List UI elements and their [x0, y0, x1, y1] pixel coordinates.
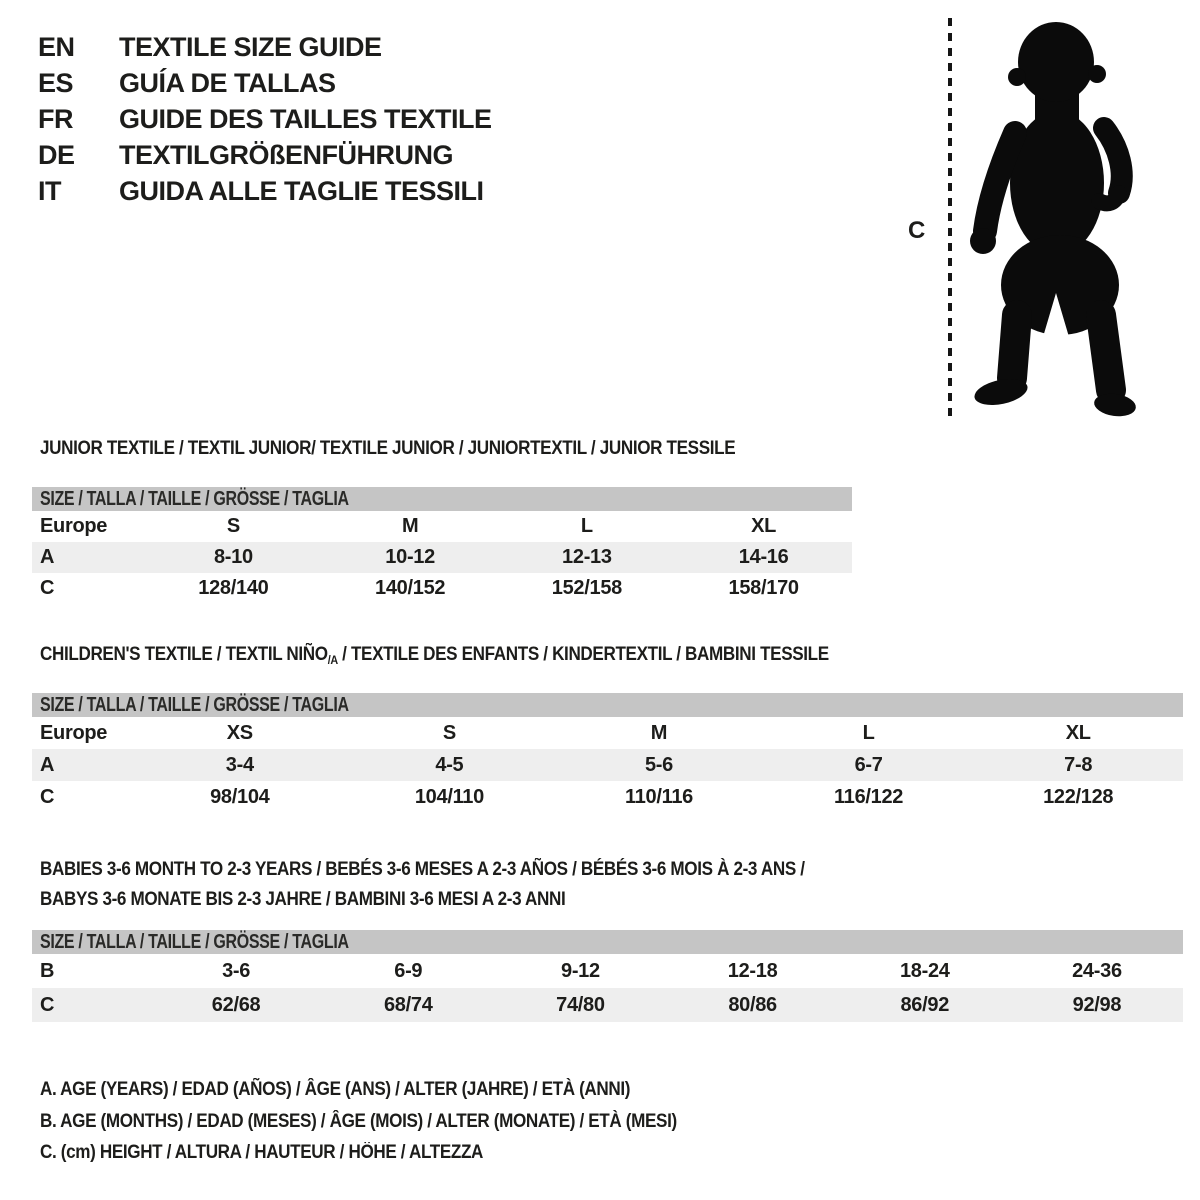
- height-measure-label: C: [908, 217, 926, 244]
- size-header-band: [32, 930, 1183, 954]
- lang-label: TEXTILGRÖßENFÜHRUNG: [119, 139, 453, 170]
- size-cell: 4-5: [435, 753, 464, 776]
- table-row: [32, 511, 852, 542]
- size-header-band: [32, 693, 1183, 717]
- size-cell: XL: [751, 515, 777, 537]
- size-cell: 86/92: [900, 993, 950, 1016]
- lang-label: TEXTILE SIZE GUIDE: [119, 31, 382, 62]
- size-cell: 12-18: [727, 959, 778, 982]
- row-label: C: [40, 785, 55, 808]
- size-cell: S: [226, 515, 240, 537]
- size-cell: L: [862, 721, 875, 744]
- children-title-sub: /A: [327, 653, 338, 667]
- size-header-text: SIZE / TALLA / TAILLE / GRÖSSE / TAGLIA: [40, 693, 349, 716]
- row-label: A: [40, 753, 55, 776]
- height-measure-dashed-line: [948, 18, 952, 416]
- lang-row-de: [38, 137, 492, 173]
- junior-section-title: [40, 438, 813, 460]
- size-cell: 6-9: [394, 959, 423, 982]
- size-header-text: SIZE / TALLA / TAILLE / GRÖSSE / TAGLIA: [40, 487, 349, 510]
- legend-line-a: A. AGE (YEARS) / EDAD (AÑOS) / ÂGE (ANS) / ALTER (JAHRE) / ETÀ (ANNI): [40, 1079, 631, 1100]
- toddler-silhouette-icon: [965, 15, 1140, 425]
- size-cell: 74/80: [556, 993, 605, 1016]
- babies-title-line2: BABYS 3-6 MONATE BIS 2-3 JAHRE / BAMBINI 3-6 MESI A 2-3 ANNI: [40, 889, 566, 910]
- table-row: [32, 717, 1183, 749]
- lang-label: GUÍA DE TALLAS: [119, 67, 336, 98]
- table-row: [32, 542, 852, 573]
- table-row: [32, 749, 1183, 781]
- size-cell: 68/74: [383, 993, 433, 1016]
- size-cell: M: [650, 721, 668, 744]
- babies-section-title: [40, 855, 890, 915]
- size-header-band: [32, 487, 852, 511]
- legend-line-c: C. (cm) HEIGHT / ALTURA / HAUTEUR / HÖHE / ALTEZZA: [40, 1142, 484, 1163]
- size-cell: 14-16: [738, 546, 789, 568]
- children-size-table: [32, 693, 1183, 813]
- size-cell: 62/68: [211, 993, 261, 1016]
- row-label: C: [40, 577, 55, 599]
- lang-row-fr: [38, 101, 492, 137]
- size-cell: 7-8: [1064, 753, 1093, 776]
- row-label: Europe: [40, 721, 108, 744]
- lang-row-it: [38, 173, 492, 209]
- size-cell: 92/98: [1072, 993, 1122, 1016]
- lang-label: GUIDE DES TAILLES TEXTILE: [119, 103, 492, 134]
- children-section-title: [40, 644, 916, 666]
- babies-size-table: [32, 930, 1183, 1022]
- babies-title-line1: BABIES 3-6 MONTH TO 2-3 YEARS / BEBÉS 3-6 MESES A 2-3 AÑOS / BÉBÉS 3-6 MOIS À 2-3 ANS /: [40, 859, 805, 880]
- size-cell: 140/152: [375, 577, 446, 599]
- lang-code: EN: [38, 31, 75, 62]
- size-cell: 104/110: [414, 785, 484, 808]
- lang-label: GUIDA ALLE TAGLIE TESSILI: [119, 175, 484, 206]
- row-label: A: [40, 546, 55, 568]
- row-label: Europe: [40, 515, 108, 537]
- size-cell: 122/128: [1043, 785, 1114, 808]
- size-cell: 9-12: [561, 959, 600, 982]
- language-guide: [38, 29, 492, 209]
- lang-code: FR: [38, 103, 73, 134]
- size-cell: S: [442, 721, 456, 744]
- size-cell: 128/140: [198, 577, 269, 599]
- size-cell: 5-6: [644, 753, 673, 776]
- size-cell: 3-4: [225, 753, 254, 776]
- size-cell: XS: [226, 721, 253, 744]
- size-cell: 110/116: [624, 785, 693, 808]
- children-title-pre: CHILDREN'S TEXTILE / TEXTIL NIÑO: [40, 644, 328, 665]
- table-row: [32, 781, 1183, 813]
- lang-row-en: [38, 29, 492, 65]
- junior-title-text: JUNIOR TEXTILE / TEXTIL JUNIOR/ TEXTILE JUNIOR / JUNIORTEXTIL / JUNIOR TESSILE: [40, 438, 736, 459]
- table-row: [32, 988, 1183, 1022]
- table-row: [32, 954, 1183, 988]
- size-cell: M: [401, 515, 419, 537]
- lang-code: DE: [38, 139, 75, 170]
- size-cell: 80/86: [728, 993, 777, 1016]
- row-label: B: [40, 959, 55, 982]
- size-cell: 152/158: [551, 577, 622, 599]
- lang-code: IT: [38, 175, 61, 206]
- size-header-text: SIZE / TALLA / TAILLE / GRÖSSE / TAGLIA: [40, 930, 349, 953]
- size-cell: 116/122: [834, 785, 904, 808]
- junior-size-table: [32, 487, 852, 604]
- size-cell: 10-12: [385, 546, 435, 568]
- children-title-text: [40, 644, 829, 666]
- size-cell: 6-7: [854, 753, 883, 776]
- lang-row-es: [38, 65, 492, 101]
- legend: [40, 1074, 748, 1169]
- size-cell: 8-10: [213, 546, 253, 568]
- lang-code: ES: [38, 67, 74, 98]
- size-cell: 158/170: [728, 577, 799, 599]
- table-row: [32, 573, 852, 604]
- children-title-post: / TEXTILE DES ENFANTS / KINDERTEXTIL / BAMBINI TESSILE: [337, 644, 829, 665]
- size-cell: 3-6: [222, 959, 251, 982]
- legend-line-b: B. AGE (MONTHS) / EDAD (MESES) / ÂGE (MOIS) / ALTER (MONATE) / ETÀ (MESI): [40, 1110, 677, 1132]
- size-cell: XL: [1065, 721, 1091, 744]
- size-cell: 12-13: [562, 546, 612, 568]
- size-cell: 24-36: [1072, 959, 1122, 982]
- size-cell: 98/104: [210, 785, 270, 808]
- size-cell: 18-24: [899, 959, 950, 982]
- row-label: C: [40, 993, 55, 1016]
- size-cell: L: [580, 515, 593, 537]
